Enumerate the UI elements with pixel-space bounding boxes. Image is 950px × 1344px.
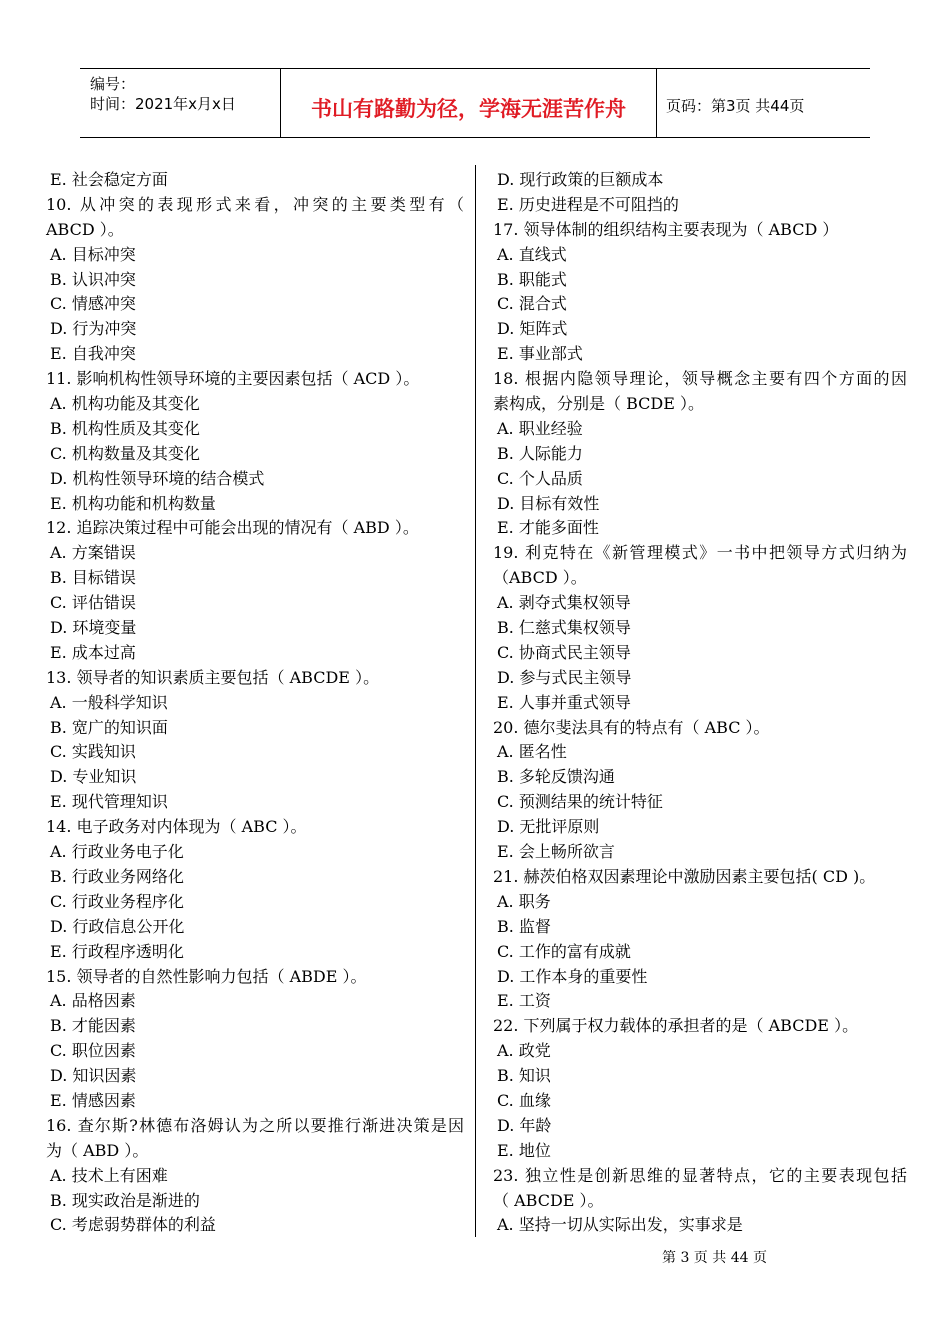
document-date: 时间：2021年x月x日 bbox=[90, 95, 236, 113]
answer-option: B. 机构性质及其变化 bbox=[50, 418, 200, 438]
answer-option: A. 一般科学知识 bbox=[50, 692, 168, 712]
answer-option: D. 环境变量 bbox=[50, 618, 137, 638]
question-text: 11. 影响机构性领导环境的主要因素包括（ ACD ）。 bbox=[46, 369, 420, 389]
page-footer: 第 3 页 共 44 页 bbox=[662, 1250, 767, 1266]
header-motto-cell bbox=[280, 69, 657, 137]
answer-option: C. 工作的富有成就 bbox=[497, 941, 631, 961]
answer-option: E. 事业部式 bbox=[497, 344, 583, 364]
answer-option: B. 监督 bbox=[497, 916, 551, 936]
answer-option: B. 知识 bbox=[497, 1066, 551, 1086]
answer-option: A. 技术上有困难 bbox=[50, 1165, 168, 1185]
answer-option: D. 工作本身的重要性 bbox=[497, 966, 648, 986]
question-text: 素构成，分别是（ BCDE ）。 bbox=[493, 394, 704, 414]
answer-option: A. 品格因素 bbox=[50, 991, 136, 1011]
answer-option: D. 年龄 bbox=[497, 1115, 552, 1135]
answer-option: D. 无批评原则 bbox=[497, 817, 600, 837]
answer-option: E. 现代管理知识 bbox=[50, 792, 168, 812]
question-text: 19. 利克特在《新管理模式》一书中把领导方式归纳为 bbox=[493, 543, 907, 563]
answer-option: E. 社会稳定方面 bbox=[50, 170, 168, 189]
header-meta-cell bbox=[80, 69, 280, 137]
answer-option: D. 专业知识 bbox=[50, 767, 137, 787]
answer-option: E. 情感因素 bbox=[50, 1090, 136, 1110]
answer-option: B. 人际能力 bbox=[497, 443, 583, 463]
answer-option: E. 机构功能和机构数量 bbox=[50, 493, 216, 513]
answer-option: D. 行政信息公开化 bbox=[50, 916, 185, 936]
question-text: 10. 从冲突的表现形式来看，冲突的主要类型有（ bbox=[46, 194, 464, 214]
answer-option: A. 直线式 bbox=[497, 244, 567, 264]
answer-option: A. 方案错误 bbox=[50, 543, 136, 563]
answer-option: A. 目标冲突 bbox=[50, 244, 136, 264]
question-text: （ ABCDE ）。 bbox=[493, 1190, 604, 1210]
answer-option: D. 矩阵式 bbox=[497, 319, 568, 339]
column-divider bbox=[475, 165, 476, 1237]
answer-option: E. 工资 bbox=[497, 991, 551, 1011]
answer-option: B. 行政业务网络化 bbox=[50, 866, 184, 886]
question-text: 12. 追踪决策过程中可能会出现的情况有（ ABD ）。 bbox=[46, 518, 419, 538]
question-text: 18. 根据内隐领导理论，领导概念主要有四个方面的因 bbox=[493, 369, 907, 389]
question-text: 21. 赫茨伯格双因素理论中激励因素主要包括( CD )。 bbox=[493, 866, 876, 886]
question-text: 23. 独立性是创新思维的显著特点，它的主要表现包括 bbox=[493, 1165, 907, 1185]
answer-option: E. 地位 bbox=[497, 1140, 551, 1160]
answer-option: D. 现行政策的巨额成本 bbox=[497, 170, 664, 189]
answer-option: B. 现实政治是渐进的 bbox=[50, 1190, 200, 1210]
right-column bbox=[493, 168, 907, 1238]
document-number-label: 编号： bbox=[90, 75, 136, 93]
answer-option: B. 宽广的知识面 bbox=[50, 717, 168, 737]
answer-option: A. 职务 bbox=[497, 891, 551, 911]
answer-option: A. 匿名性 bbox=[497, 742, 567, 762]
question-text: 17. 领导体制的组织结构主要表现为（ ABCD ） bbox=[493, 219, 839, 239]
answer-option: B. 职能式 bbox=[497, 269, 567, 289]
answer-option: C. 评估错误 bbox=[50, 593, 136, 613]
answer-option: D. 行为冲突 bbox=[50, 319, 137, 339]
question-text: （ABCD ）。 bbox=[493, 568, 587, 588]
answer-option: D. 参与式民主领导 bbox=[497, 667, 632, 687]
question-text: 14. 电子政务对内体现为（ ABC ）。 bbox=[46, 817, 307, 837]
answer-option: B. 目标错误 bbox=[50, 568, 136, 588]
answer-option: E. 才能多面性 bbox=[497, 518, 599, 538]
left-column bbox=[46, 168, 464, 1238]
answer-option: D. 目标有效性 bbox=[497, 493, 600, 513]
answer-option: D. 知识因素 bbox=[50, 1066, 137, 1086]
answer-option: C. 血缘 bbox=[497, 1090, 551, 1110]
answer-option: E. 自我冲突 bbox=[50, 344, 136, 364]
answer-option: C. 职位因素 bbox=[50, 1041, 136, 1061]
answer-option: B. 多轮反馈沟通 bbox=[497, 767, 615, 787]
answer-option: A. 机构功能及其变化 bbox=[50, 394, 200, 414]
answer-option: B. 仁慈式集权领导 bbox=[497, 618, 631, 638]
question-text: 16. 查尔斯?林德布洛姆认为之所以要推行渐进决策是因 bbox=[46, 1115, 464, 1135]
answer-option: E. 成本过高 bbox=[50, 642, 136, 662]
page-header bbox=[80, 68, 870, 138]
answer-option: C. 个人品质 bbox=[497, 468, 583, 488]
answer-option: B. 认识冲突 bbox=[50, 269, 136, 289]
question-text: 22. 下列属于权力载体的承担者的是（ ABCDE ）。 bbox=[493, 1016, 859, 1036]
question-text: 为（ ABD ）。 bbox=[46, 1140, 149, 1160]
answer-option: E. 历史进程是不可阻挡的 bbox=[497, 194, 679, 214]
header-page-info: 页码：第3页 共44页 bbox=[666, 97, 805, 115]
answer-option: A. 剥夺式集权领导 bbox=[497, 593, 631, 613]
question-text: 15. 领导者的自然性影响力包括（ ABDE ）。 bbox=[46, 966, 367, 986]
answer-option: C. 实践知识 bbox=[50, 742, 136, 762]
answer-option: E. 会上畅所欲言 bbox=[497, 842, 615, 862]
answer-option: A. 政党 bbox=[497, 1041, 551, 1061]
answer-option: E. 人事并重式领导 bbox=[497, 692, 631, 712]
question-text: 13. 领导者的知识素质主要包括（ ABCDE ）。 bbox=[46, 667, 380, 687]
answer-option: A. 行政业务电子化 bbox=[50, 842, 184, 862]
header-motto: 书山有路勤为径，学海无涯苦作舟 bbox=[311, 97, 626, 121]
question-text: ABCD ）。 bbox=[46, 219, 124, 239]
answer-option: C. 预测结果的统计特征 bbox=[497, 792, 663, 812]
answer-option: E. 行政程序透明化 bbox=[50, 941, 184, 961]
answer-option: C. 行政业务程序化 bbox=[50, 891, 184, 911]
answer-option: C. 机构数量及其变化 bbox=[50, 443, 200, 463]
answer-option: A. 职业经验 bbox=[497, 418, 583, 438]
answer-option: B. 才能因素 bbox=[50, 1016, 136, 1036]
answer-option: C. 协商式民主领导 bbox=[497, 642, 631, 662]
answer-option: C. 混合式 bbox=[497, 294, 567, 314]
answer-option: A. 坚持一切从实际出发，实事求是 bbox=[497, 1215, 743, 1235]
answer-option: D. 机构性领导环境的结合模式 bbox=[50, 468, 265, 488]
answer-option: C. 考虑弱势群体的利益 bbox=[50, 1215, 216, 1235]
question-text: 20. 德尔斐法具有的特点有（ ABC ）。 bbox=[493, 717, 770, 737]
header-page-cell bbox=[656, 69, 870, 137]
answer-option: C. 情感冲突 bbox=[50, 294, 136, 314]
